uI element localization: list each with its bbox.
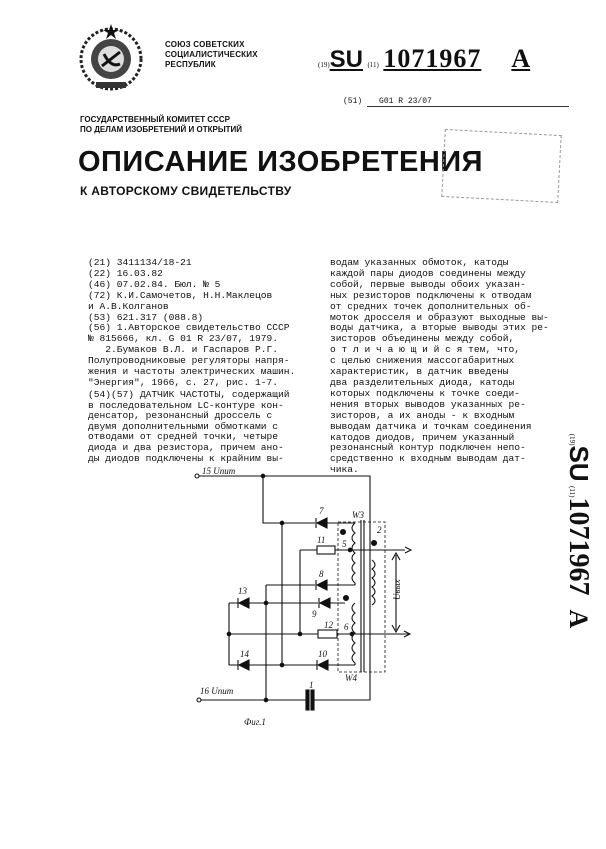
- diode-9-icon: [320, 598, 330, 608]
- label-l2: 2: [377, 525, 382, 535]
- diode-14-icon: [239, 660, 249, 670]
- claim-line: с целью снижения массогабаритных: [330, 355, 515, 367]
- biblio-line: (72) К.И.Самочетов, Н.Н.Маклецов: [88, 289, 273, 301]
- diode-13-icon: [239, 598, 249, 608]
- terminal-15-label: 15 Uпит: [202, 466, 236, 476]
- inid-11: (11): [568, 486, 576, 498]
- biblio-line: (21) 3411134/18-21: [88, 257, 192, 268]
- patent-number: 1071967: [563, 497, 594, 596]
- country-code: SU: [329, 46, 364, 73]
- biblio-line: № 815666, кл. G 01 R 23/07, 1979.: [88, 333, 278, 345]
- label-c1: 1: [309, 680, 314, 690]
- claim-line: моток дросселя и образуют выходные вы-: [330, 311, 549, 323]
- inid-19: (19): [318, 61, 330, 69]
- claim-line: нения вторых выводов указанных ре-: [330, 398, 526, 410]
- diode-10-icon: [318, 660, 328, 670]
- label-d10: 10: [318, 649, 327, 659]
- terminal-16-label: 16 Uпит: [200, 686, 234, 696]
- claim-line: ды диодов подключены к крайним вы-: [88, 452, 284, 464]
- claim-line: чика.: [330, 464, 359, 476]
- label-d8: 8: [319, 569, 324, 579]
- label-d7: 7: [319, 506, 324, 516]
- inid-19: (19): [568, 433, 576, 446]
- label-r11: 11: [317, 535, 326, 545]
- claim-line: характеристик, в датчик введены: [330, 366, 509, 378]
- label-r12: 12: [324, 620, 333, 630]
- claim-line: от средних точек дополнительных об-: [330, 300, 532, 312]
- claim-line: которых подключены к точке соеди-: [330, 387, 520, 399]
- patent-number: 1071967: [383, 44, 482, 73]
- biblio-line: жения и частоты электрических машин.: [88, 366, 296, 378]
- biblio-line: Полупроводниковые регуляторы напря-: [88, 355, 290, 367]
- figure-caption: Фиг.1: [244, 717, 266, 727]
- ipc-value: G01 R 23/07: [367, 97, 569, 107]
- claim-line: зисторов объединены между собой,: [330, 333, 515, 345]
- label-d13: 13: [238, 586, 247, 596]
- inid-11: (11): [367, 61, 379, 69]
- claim-line: воды датчика, а вторые выводы этих ре-: [330, 322, 549, 334]
- document-title: ОПИСАНИЕ ИЗОБРЕТЕНИЯ: [78, 146, 483, 178]
- label-w4: W4: [345, 673, 357, 683]
- country-code: SU: [564, 445, 594, 482]
- biblio-line: (22) 16.03.82: [88, 267, 163, 279]
- label-n5: 5: [342, 539, 347, 549]
- claim-line: зисторов, а их аноды - к входным: [330, 409, 515, 421]
- label-w3: W3: [352, 510, 364, 520]
- label-n6: 6: [344, 622, 349, 632]
- claim-line: каждой пары диодов соединены между: [330, 267, 526, 279]
- claim-line: катодов диодов, причем указанный: [330, 431, 515, 443]
- claim-line: о т л и ч а ю щ и й с я тем, что,: [330, 344, 520, 356]
- country-line: РЕСПУБЛИК: [165, 60, 216, 69]
- claim-line: собой, первые выводы обоих указан-: [330, 278, 526, 290]
- claim-line: водам указанных обмоток, катоды: [330, 257, 509, 268]
- committee-line: ГОСУДАРСТВЕННЫЙ КОМИТЕТ СССР: [80, 115, 230, 124]
- kind-code: A: [564, 609, 593, 629]
- claim-line: денсатор, резонансный дроссель с: [88, 410, 273, 422]
- biblio-line: (56) 1.Авторское свидетельство СССР: [88, 322, 290, 334]
- claim-line: отводами от средней точки, четыре: [88, 431, 278, 443]
- biblio-line: и А.В.Колганов: [88, 300, 169, 312]
- country-line: СОЮЗ СОВЕТСКИХ: [165, 40, 245, 49]
- biblio-line: "Энергия", 1966, с. 27, рис. 1-7.: [88, 376, 278, 388]
- claim-line: в последовательном LC-контуре кон-: [88, 399, 284, 411]
- committee-line: ПО ДЕЛАМ ИЗОБРЕТЕНИЙ И ОТКРЫТИЙ: [80, 125, 243, 134]
- claim-line: средственно к входным выводам дат-: [330, 453, 526, 465]
- claim-line: два разделительных диода, катоды: [330, 376, 515, 388]
- biblio-line: (46) 07.02.84. Бюл. № 5: [88, 278, 221, 290]
- claim-line: (54)(57) ДАТЧИК ЧАСТОТЫ, содержащий: [88, 389, 290, 400]
- inid-51: (51): [343, 97, 363, 106]
- claim-line: выводам датчика и точкам соединения: [330, 420, 532, 432]
- claim-line: диода и два резистора, причем ано-: [88, 441, 284, 453]
- kind-code: A: [511, 44, 531, 73]
- claim-line: ных резисторов подключены к отводам: [330, 289, 532, 301]
- document-subtitle: К АВТОРСКОМУ СВИДЕТЕЛЬСТВУ: [80, 184, 292, 198]
- country-line: СОЦИАЛИСТИЧЕСКИХ: [165, 50, 258, 59]
- label-d9: 9: [312, 609, 317, 619]
- output-voltage-label: Uвых: [392, 579, 402, 600]
- biblio-line: 2.Бумаков В.Л. и Гаспаров Р.Г.: [88, 344, 278, 356]
- claim-line: двумя дополнительными обмотками с: [88, 420, 278, 432]
- diode-7-icon: [317, 518, 327, 528]
- diode-8-icon: [317, 580, 327, 590]
- biblio-line: (53) 621.317 (088.8): [88, 311, 204, 323]
- label-d14: 14: [240, 649, 249, 659]
- claim-line: резонансный контур подключен непо-: [330, 442, 526, 454]
